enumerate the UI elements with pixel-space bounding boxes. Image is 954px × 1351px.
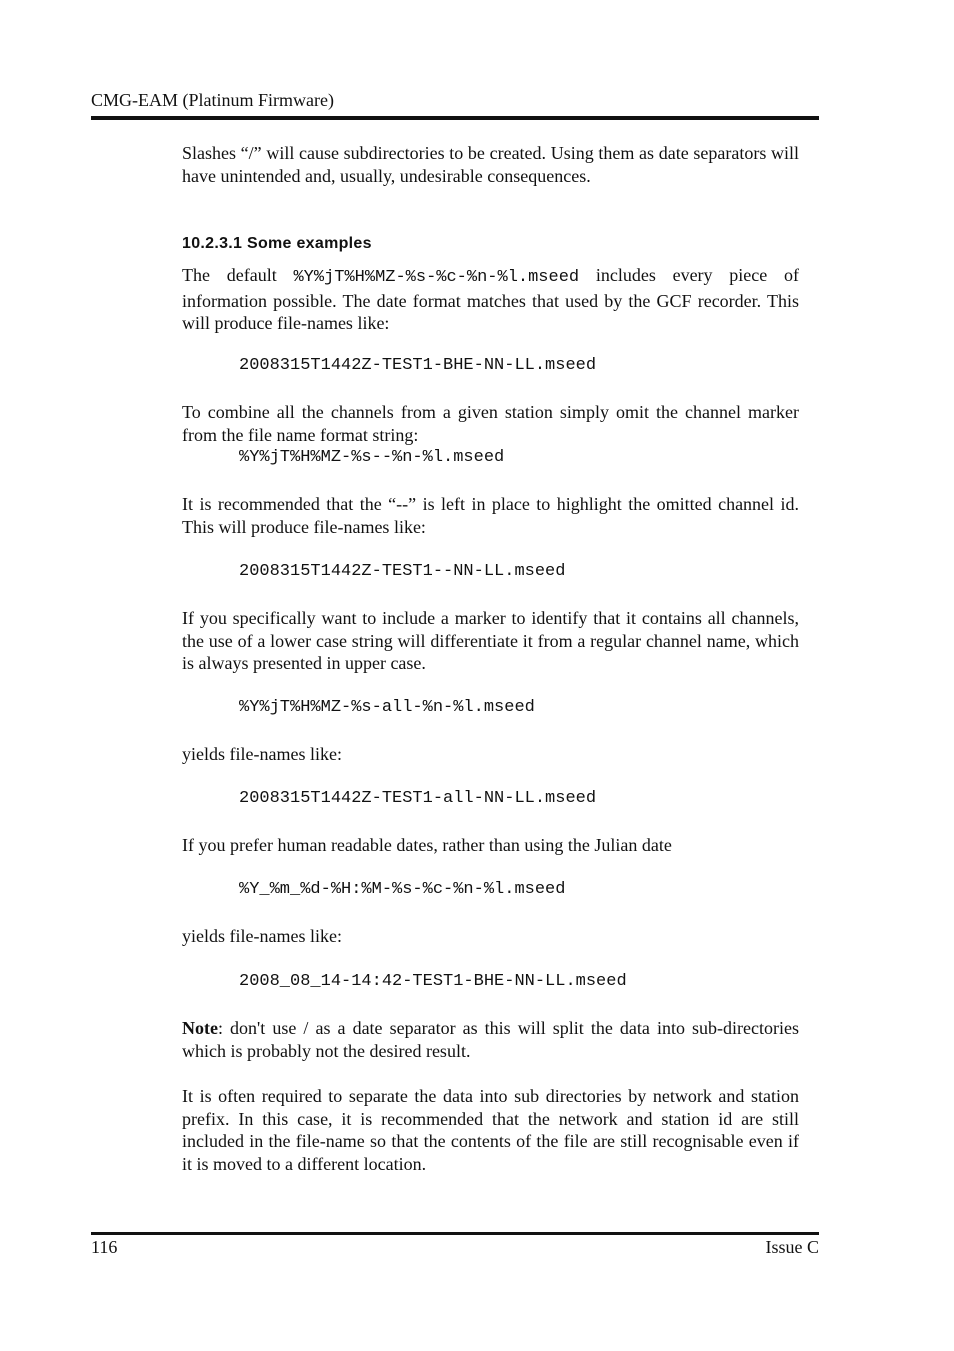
issue-label: Issue C [765, 1237, 819, 1257]
example1-inline-code: %Y%jT%H%MZ-%s-%c-%n-%l.mseed [293, 268, 580, 287]
closing-text: It is often required to separate the data into sub directories by network and station prefix. In this case, it is recommended that the network and station id are still included in the file-name so that the contents of the file are still recognisable even if it is moved to a different location. [182, 1086, 799, 1174]
footer-rule [91, 1232, 819, 1235]
page-number: 116 [91, 1237, 118, 1257]
example2-paragraph [182, 401, 799, 446]
section-heading: 10.2.3.1 Some examples [182, 235, 372, 252]
note-text: : don't use / as a date separator as this will split the data into sub-directories which is probably not the desired result. [182, 1018, 799, 1061]
example1-text [182, 264, 799, 335]
note-paragraph [182, 1017, 799, 1062]
example5-yields [182, 925, 799, 948]
closing-paragraph [182, 1085, 799, 1175]
example4-code-sample: 2008315T1442Z-TEST1-all-NN-LL.mseed [239, 789, 597, 808]
example3-text: It is recommended that the “--” is left in place to highlight the omitted channel id. This will produce file-names like: [182, 494, 799, 537]
header-rule [91, 116, 819, 120]
example5-code-format: %Y_%m_%d-%H:%M-%s-%c-%n-%l.mseed [239, 880, 566, 899]
example4-yields [182, 743, 799, 766]
example3-code-sample: 2008315T1442Z-TEST1--NN-LL.mseed [239, 562, 566, 581]
example5-paragraph [182, 834, 799, 857]
example3-paragraph [182, 493, 799, 538]
example4-text: If you specifically want to include a marker to identify that it contains all channels, the use of a lower case string will differentiate it from a regular channel name, which is always presented in upper case. [182, 608, 799, 673]
note-label: Note [182, 1018, 218, 1038]
example5-yields-text: yields file-names like: [182, 926, 342, 946]
example4-paragraph [182, 607, 799, 675]
example1-code-sample: 2008315T1442Z-TEST1-BHE-NN-LL.mseed [239, 356, 597, 375]
example5-text: If you prefer human readable dates, rather than using the Julian date [182, 835, 672, 855]
example1-text-before: The default [182, 265, 294, 285]
example5-code-sample: 2008_08_14-14:42-TEST1-BHE-NN-LL.mseed [239, 972, 627, 991]
example1-paragraph [182, 264, 799, 335]
intro-paragraph [182, 142, 799, 187]
example2-inline-code: %Y%jT%H%MZ-%s--%n-%l.mseed [239, 448, 505, 467]
example4-code-format: %Y%jT%H%MZ-%s-all-%n-%l.mseed [239, 698, 535, 717]
note-text-wrap [182, 1017, 799, 1062]
example4-yields-text: yields file-names like: [182, 744, 342, 764]
intro-text: Slashes “/” will cause subdirectories to be created. Using them as date separators will have unintended and, usually, undesirable consequences. [182, 143, 799, 186]
example2-text: To combine all the channels from a given station simply omit the channel marker from the file name format string: [182, 402, 799, 445]
example1-text-after: includes every piece of information possible. The date format matches that used by the GCF recorder. This will produce file-names like: [182, 265, 799, 333]
running-header: CMG-EAM (Platinum Firmware) [91, 90, 334, 110]
